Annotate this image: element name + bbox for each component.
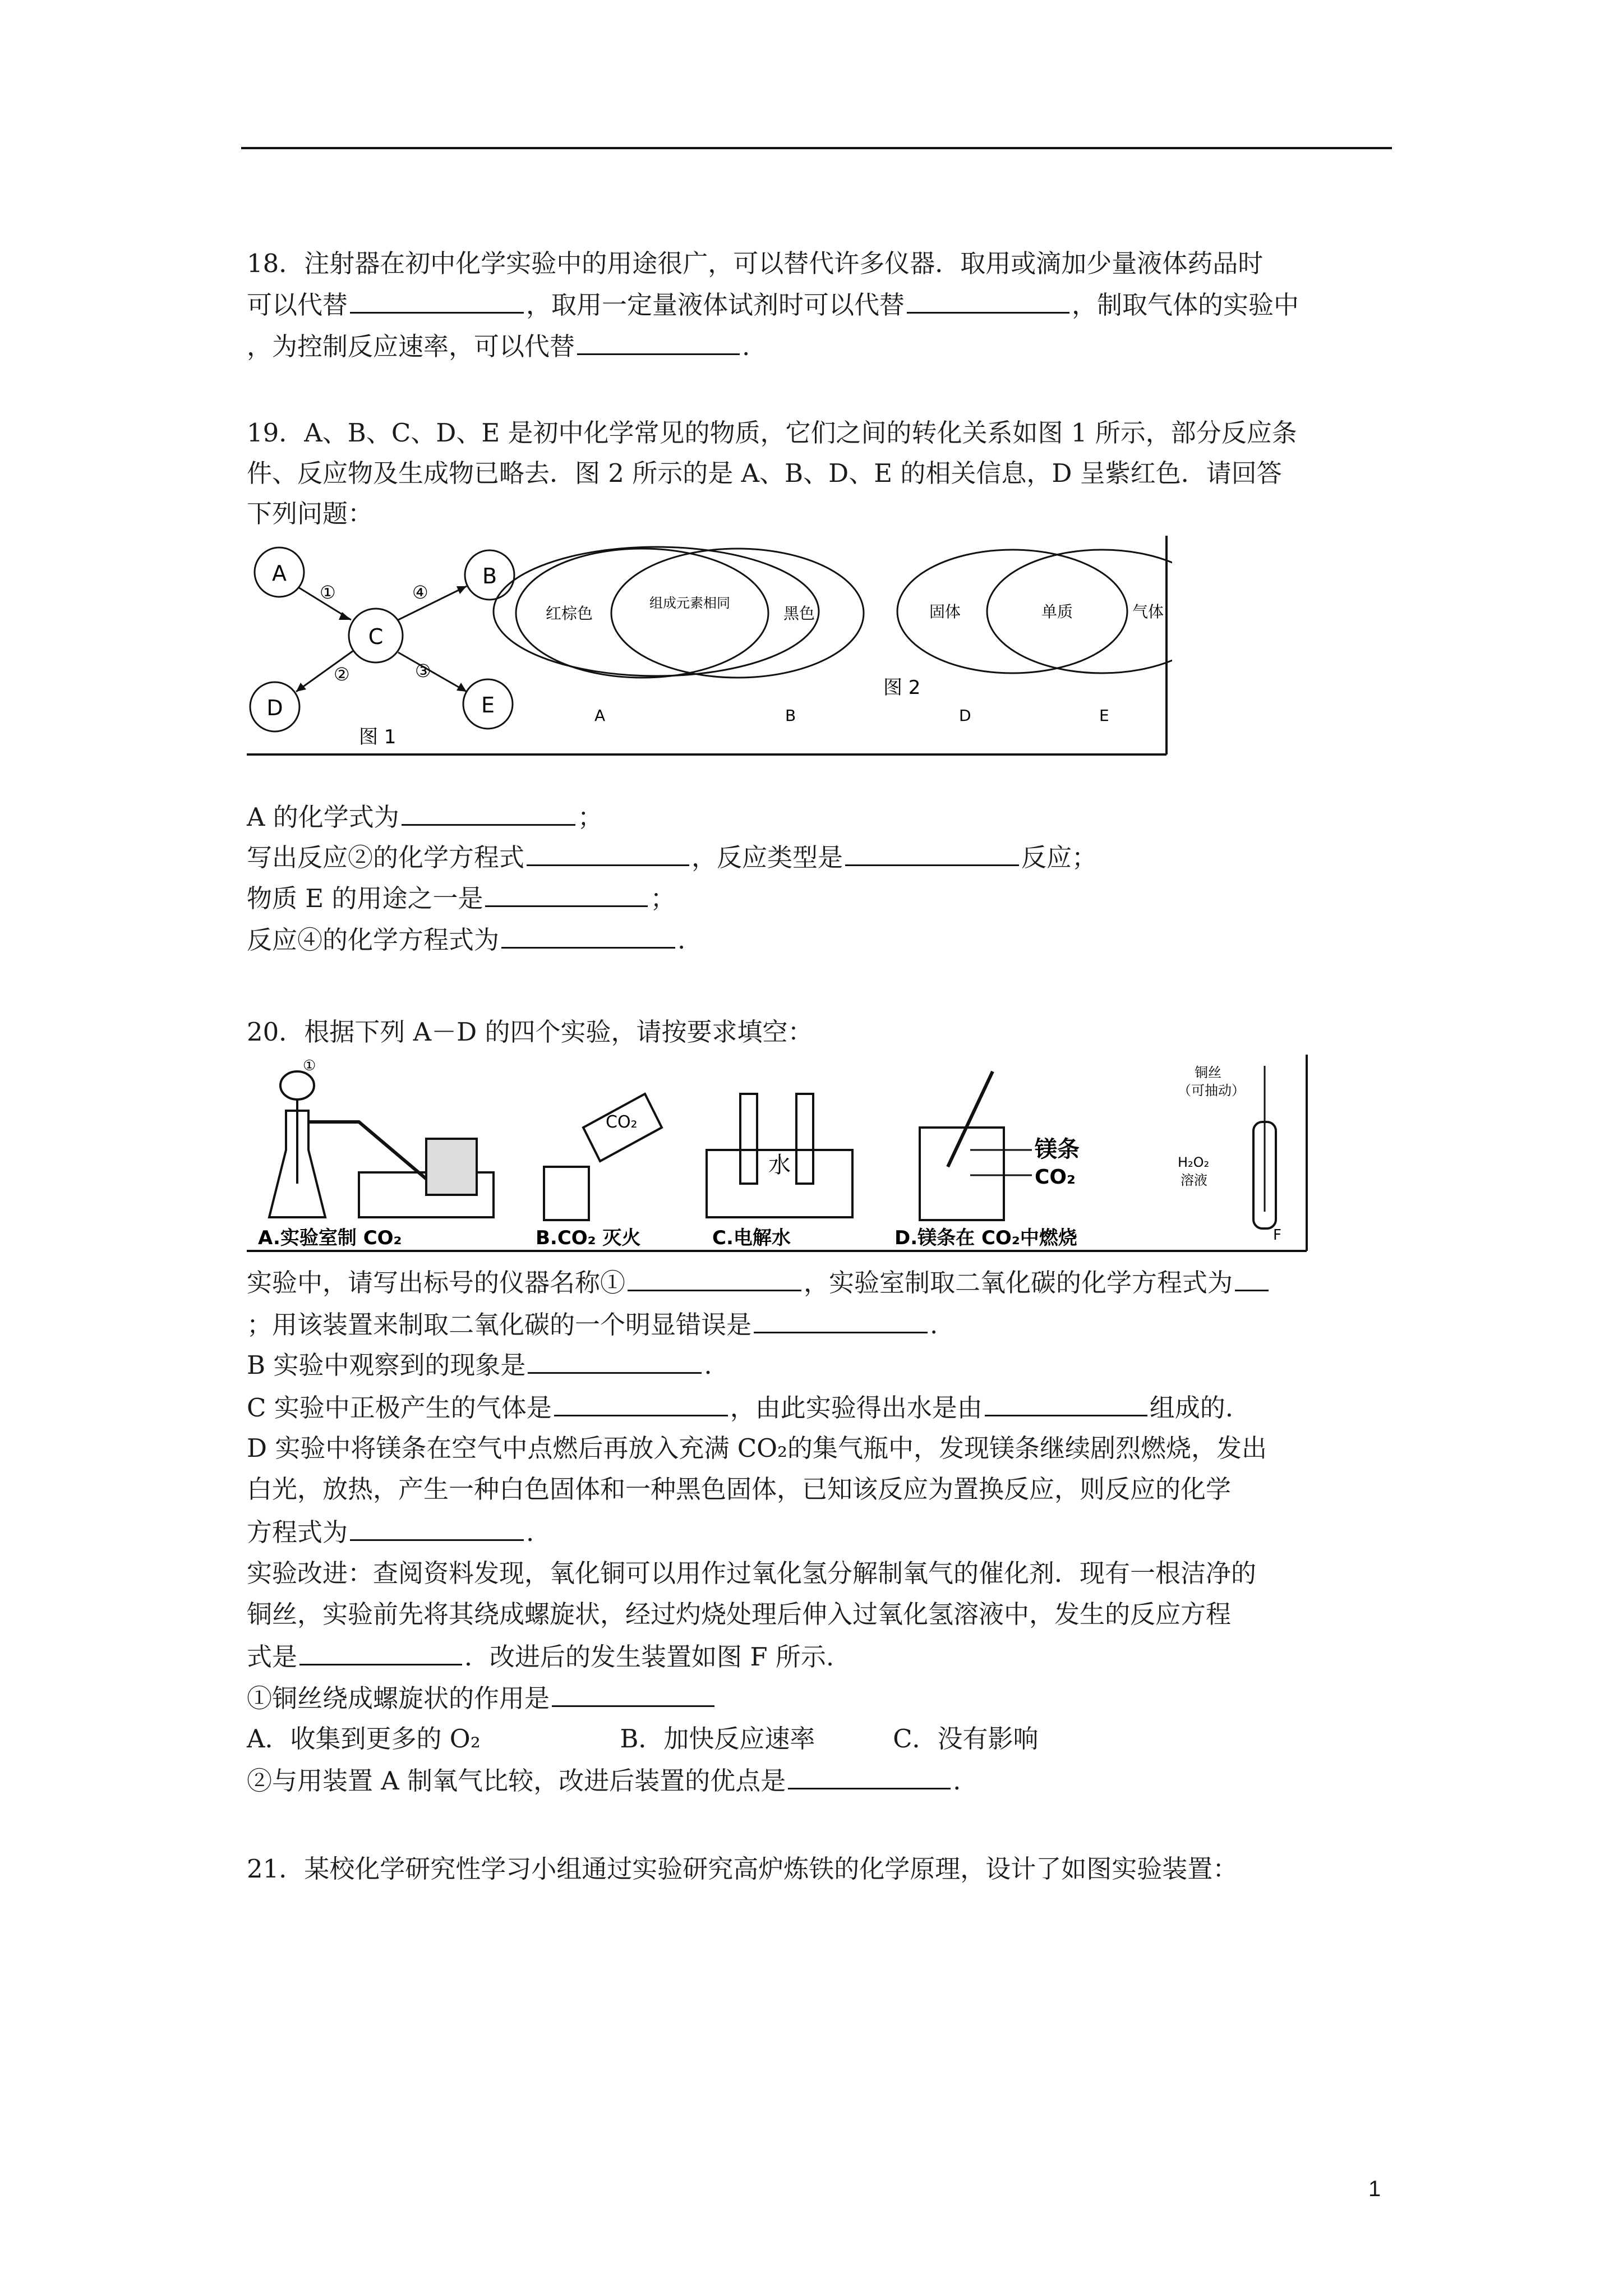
- venn-b-label: 黑色: [783, 604, 815, 623]
- q20-line-4: C 实验中正极产生的气体是 ，由此实验得出水是由 组成的.: [247, 1390, 1233, 1425]
- q20-line-10: 式是 ．改进后的发生装置如图 F 所示.: [247, 1639, 834, 1674]
- co2-label: CO₂: [606, 1112, 638, 1132]
- arrow-label-2: ②: [334, 664, 350, 685]
- answer-blank[interactable]: [577, 329, 740, 355]
- f-wire-label: 铜丝: [1195, 1065, 1221, 1080]
- q20-line-1: 实验中，请写出标号的仪器名称① ，实验室制取二氧化碳的化学方程式为: [247, 1265, 1271, 1300]
- q20-line-9: 铜丝，实验前先将其绕成螺旋状，经过灼烧处理后伸入过氧化氢溶液中，发生的反应方程: [247, 1599, 1232, 1629]
- venn-de-label: 单质: [1041, 602, 1073, 621]
- answer-blank[interactable]: [985, 1390, 1147, 1416]
- caption-d: D.镁条在 CO₂中燃烧: [895, 1227, 1077, 1249]
- option-c[interactable]: C．没有影响: [893, 1724, 1039, 1754]
- answer-blank[interactable]: [845, 840, 1019, 866]
- option-b[interactable]: B．加快反应速率: [620, 1724, 815, 1754]
- answer-blank[interactable]: [501, 922, 675, 949]
- q19-answer-2: 写出反应②的化学方程式 ，反应类型是 反应；: [247, 840, 1097, 875]
- q19-answer-4: 反应④的化学方程式为 .: [247, 922, 685, 957]
- fig2-diagram: [516, 549, 1172, 725]
- q20-line-5: D 实验中将镁条在空气中点燃后再放入充满 CO₂的集气瓶中，发现镁条继续剧烈燃烧，发出: [247, 1433, 1267, 1463]
- venn-e-label: 气体: [1132, 602, 1164, 621]
- page-number: 1: [1368, 2177, 1381, 2201]
- answer-blank[interactable]: [402, 799, 575, 826]
- apparatus-a: [258, 1057, 494, 1249]
- fig2-label-d: D: [959, 706, 971, 725]
- f-sol-label: 溶液: [1181, 1172, 1207, 1188]
- mark-1: ①: [303, 1057, 316, 1074]
- arrow-label-1: ①: [320, 582, 336, 603]
- venn-ab-label: 组成元素相同: [649, 595, 730, 611]
- arrow-label-4: ④: [412, 582, 428, 603]
- answer-blank[interactable]: [554, 1390, 728, 1416]
- q20-line-8: 实验改进：查阅资料发现，氧化铜可以用作过氧化氢分解制氧气的催化剂．现有一根洁净的: [247, 1558, 1257, 1588]
- q19-line-1: 19．A、B、C、D、E 是初中化学常见的物质，它们之间的转化关系如图 1 所示，部分反应条: [247, 418, 1297, 448]
- q20-line-13: ②与用装置 A 制氧气比较，改进后装置的优点是 .: [247, 1763, 961, 1798]
- fig2-label-b: B: [785, 706, 796, 725]
- apparatus-b: [536, 1094, 662, 1249]
- answer-blank[interactable]: [350, 1515, 524, 1541]
- arrow-label-3: ③: [415, 660, 431, 682]
- q19-answer-1: A 的化学式为 ；: [247, 799, 603, 834]
- answer-blank[interactable]: [754, 1307, 928, 1333]
- f-label: F: [1273, 1227, 1281, 1244]
- caption-c: C.电解水: [712, 1227, 791, 1249]
- fig2-label-a: A: [594, 706, 606, 725]
- q18-line-2: 可以代替 ，取用一定量液体试剂时可以代替 ，制取气体的实验中: [247, 287, 1299, 322]
- answer-blank[interactable]: [485, 881, 648, 907]
- apparatus-c: [707, 1094, 852, 1249]
- q21-line-1: 21．某校化学研究性学习小组通过实验研究高炉炼铁的化学原理，设计了如图实验装置：: [247, 1854, 1238, 1884]
- q20-line-11: ①铜丝绕成螺旋状的作用是: [247, 1681, 717, 1715]
- q19-figures: [247, 536, 1172, 760]
- fig1-caption: 图 1: [359, 726, 396, 748]
- fig1-diagram: [250, 547, 514, 748]
- caption-b: B.CO₂ 灭火: [536, 1227, 641, 1249]
- apparatus-d: [895, 1071, 1080, 1249]
- mg-label: 镁条: [1035, 1137, 1080, 1162]
- header-rule: [241, 147, 1392, 149]
- fig2-caption: 图 2: [883, 677, 921, 699]
- answer-blank[interactable]: [527, 840, 689, 866]
- node-e: E: [481, 693, 495, 717]
- answer-blank[interactable]: [350, 287, 524, 314]
- node-c: C: [368, 624, 384, 649]
- q20-line-3: B 实验中观察到的现象是 .: [247, 1347, 712, 1382]
- node-b: B: [482, 564, 497, 588]
- answer-blank[interactable]: [552, 1681, 714, 1707]
- q20-figures: [247, 1055, 1312, 1257]
- f-wire2-label: （可抽动）: [1178, 1083, 1245, 1098]
- f-h2o2-label: H₂O₂: [1178, 1154, 1210, 1170]
- option-a[interactable]: A．收集到更多的 O₂: [247, 1724, 481, 1754]
- answer-blank[interactable]: [628, 1265, 801, 1291]
- apparatus-f: [1178, 1065, 1281, 1244]
- venn-a-label: 红棕色: [545, 604, 593, 623]
- answer-blank[interactable]: [1235, 1265, 1269, 1291]
- q20-line-7: 方程式为 .: [247, 1515, 534, 1549]
- water-label: 水: [768, 1152, 791, 1178]
- fig2-label-e: E: [1099, 706, 1109, 725]
- co2b-label: CO₂: [1035, 1166, 1076, 1189]
- caption-a: A.实验室制 CO₂: [258, 1227, 402, 1249]
- answer-blank[interactable]: [528, 1347, 702, 1374]
- q18-line-1: 18．注射器在初中化学实验中的用途很广，可以替代许多仪器．取用或滴加少量液体药品时: [247, 249, 1264, 278]
- q18-line-3: ，为控制反应速率，可以代替 .: [247, 329, 750, 364]
- q19-answer-3: 物质 E 的用途之一是 ；: [247, 881, 675, 915]
- answer-blank[interactable]: [907, 287, 1069, 314]
- q20-line-6: 白光，放热，产生一种白色固体和一种黑色固体，已知该反应为置换反应，则反应的化学: [247, 1474, 1232, 1504]
- q20-line-2: ；用该装置来制取二氧化碳的一个明显错误是 .: [247, 1307, 938, 1342]
- q20-title: 20．根据下列 A－D 的四个实验，请按要求填空：: [247, 1017, 813, 1047]
- q19-line-3: 下列问题：: [247, 499, 374, 528]
- node-d: D: [266, 696, 283, 720]
- node-a: A: [272, 561, 287, 586]
- q20-options: [247, 1722, 1039, 1756]
- answer-blank[interactable]: [788, 1763, 951, 1789]
- answer-blank[interactable]: [299, 1639, 462, 1665]
- q19-line-2: 件、反应物及生成物已略去．图 2 所示的是 A、B、D、E 的相关信息，D 呈紫红色．请回答: [247, 458, 1282, 488]
- venn-d-label: 固体: [929, 602, 961, 621]
